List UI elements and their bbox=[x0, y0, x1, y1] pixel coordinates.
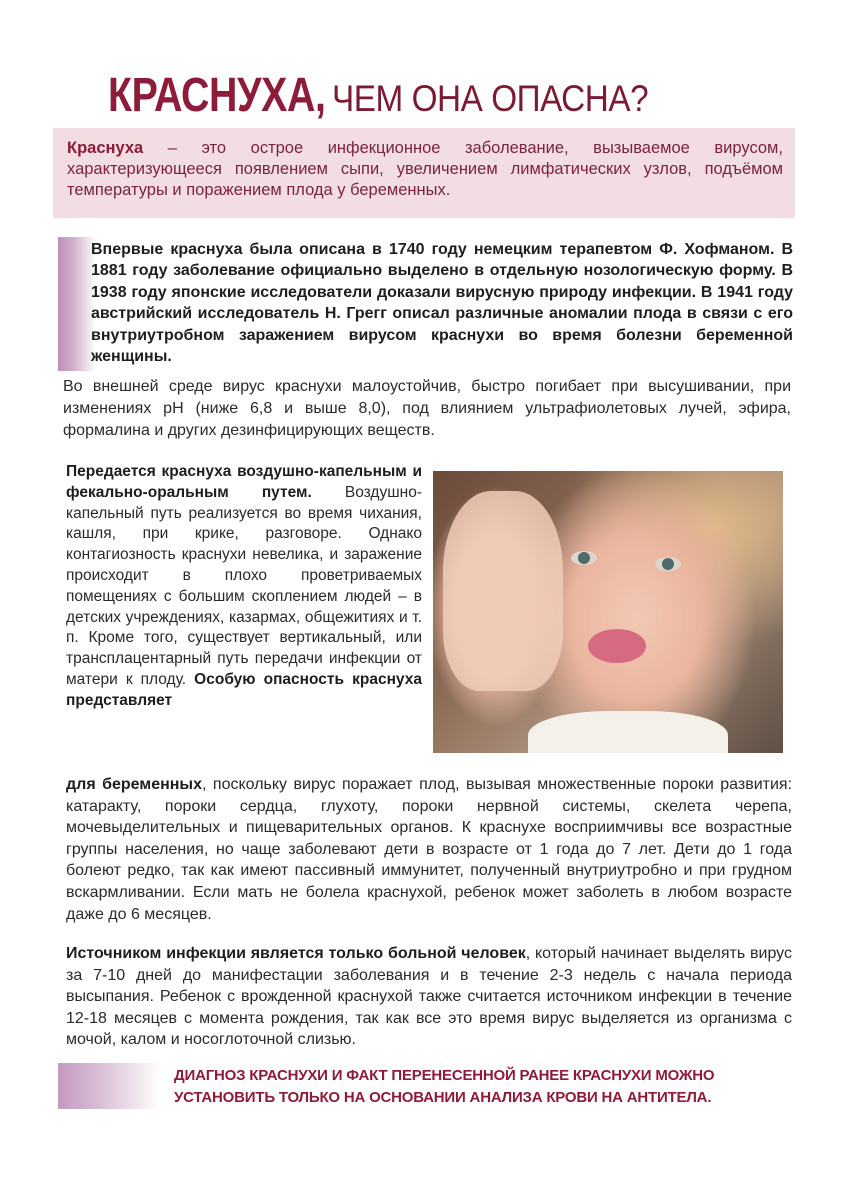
photo-hand bbox=[443, 491, 563, 691]
history-text: Впервые краснуха была описана в 1740 году немецким терапевтом Ф. Хофманом. В 1881 году заболевание официально выделено в отдельную нозологическую форму. В 1938 году японские исследователи доказали вирусную природу инфекции. В 1941 году австрийский исследователь Н. Грегг описал различные аномалии плода в связи с его внутриутробном заражением вирусом краснухи во время болезни беременной женщины. bbox=[91, 241, 793, 366]
pregnancy-text: , поскольку вирус поражает плод, вызывая множественные пороки развития: катаракту, пороки сердца, глухоту, пороки нервной системы, скелета черепа, мочевыделительных и пищеварительных органов. К краснухе восприимчивы все возрастные группы населения, но чаще заболевают дети в возрасте от 1 года до 7 лет. Дети до 1 года болеют редко, так как имеют пассивный иммунитет, полученный внутриутробно и при грудном вскармливании. Если мать не болела краснухой, ребенок может заболеть в любом возрасте даже до 6 месяцев. bbox=[66, 776, 793, 923]
pregnancy-bold: для беременных bbox=[66, 776, 202, 793]
title-light: ЧЕМ ОНА ОПАСНА? bbox=[331, 78, 648, 119]
definition-term: Краснуха bbox=[67, 139, 144, 157]
history-section bbox=[58, 237, 793, 371]
transmission-text: Воздушно-капельный путь реализуется во время чихания, кашля, при крике, разговоре. Однако контагиозность краснухи невелика, и заражение происходит в плохо проветриваемых помещениях с большим скоплением людей – в детских учреждениях, казармах, общежитиях и т. п. Кроме того, существует вертикальный, или трансплацентарный путь передачи инфекции от матери к плоду. bbox=[66, 483, 422, 688]
pregnancy-paragraph bbox=[66, 774, 792, 925]
callout-line-1: ДИАГНОЗ КРАСНУХИ И ФАКТ ПЕРЕНЕСЕННОЙ РАНЕЕ КРАСНУХИ МОЖНО bbox=[174, 1067, 715, 1084]
source-text: , который начинает выделять вирус за 7-10 дней до манифестации заболевания и в течение 2-3 недель с начала периода высыпания. Ребенок с врожденной краснухой также считается источником инфекции в течение 12-18 месяцев с момента рождения, так как все это время вирус выделяется из организма с мочой, калом и носоглоточной слизью. bbox=[66, 945, 792, 1049]
photo-mouth bbox=[588, 629, 646, 663]
callout-text bbox=[174, 1065, 794, 1109]
definition-text: – это острое инфекционное заболевание, вызываемое вирусом, характеризующееся появлением сыпи, увеличением лимфатических узлов, подъёмом температуры и поражением плода у беременных. bbox=[67, 139, 783, 199]
transmission-danger: Особую опасность краснуха представляет bbox=[66, 670, 422, 709]
callout-line-2: УСТАНОВИТЬ ТОЛЬКО НА ОСНОВАНИИ АНАЛИЗА КРОВИ НА АНТИТЕЛА. bbox=[174, 1089, 712, 1106]
page-title bbox=[108, 68, 788, 123]
transmission-paragraph bbox=[66, 462, 422, 712]
source-paragraph bbox=[66, 943, 792, 1051]
child-photo bbox=[433, 471, 783, 753]
photo-eye-left bbox=[571, 551, 597, 565]
decorative-gradient-bar bbox=[58, 1063, 160, 1109]
photo-eye-right bbox=[655, 557, 681, 571]
photo-shirt bbox=[528, 711, 728, 753]
environment-paragraph: Во внешней среде вирус краснухи малоустойчив, быстро погибает при высушивании, при изменениях pH (ниже 6,8 и выше 8,0), под влиянием ультрафиолетовых лучей, эфира, формалина и других дезинфицирующих веществ. bbox=[63, 378, 791, 439]
transmission-intro: Передается краснуха воздушно-капельным и фекально-оральным путем. bbox=[66, 463, 422, 501]
definition-box bbox=[53, 128, 795, 218]
title-bold: КРАСНУХА, bbox=[108, 69, 326, 122]
diagnosis-callout bbox=[58, 1063, 798, 1113]
source-bold: Источником инфекции является только больной человек bbox=[66, 945, 526, 962]
